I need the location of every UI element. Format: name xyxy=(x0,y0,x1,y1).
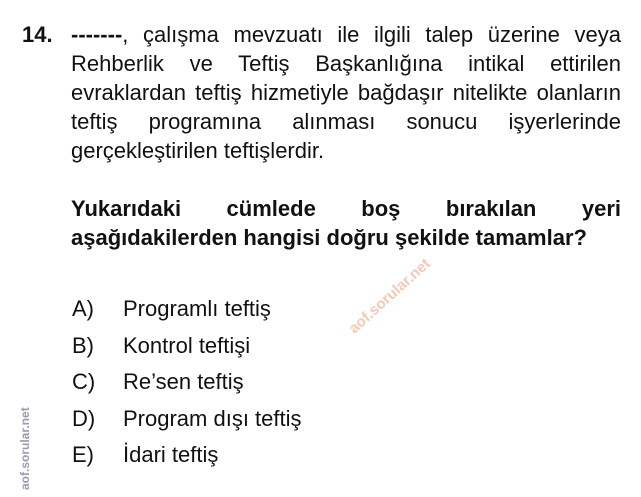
option-letter: C) xyxy=(72,369,96,394)
question-stem xyxy=(71,20,621,165)
option-letter: A) xyxy=(72,296,94,321)
option-letter: B) xyxy=(72,332,94,358)
option-text: Kontrol teftişi xyxy=(123,332,251,358)
option-d[interactable] xyxy=(72,406,302,443)
option-text: Program dışı teftiş xyxy=(123,405,302,431)
watermark-diagonal: aof.sorular.net xyxy=(345,255,434,337)
option-letter: E) xyxy=(72,442,94,467)
blank-placeholder: ------- xyxy=(71,22,123,47)
question-number: 14. xyxy=(22,22,53,47)
question-prompt: Yukarıdaki cümlede boş bırakılan yeri aşağıdakilerden hangisi doğru şekilde tamamlar? xyxy=(71,196,621,250)
option-b[interactable] xyxy=(72,333,302,370)
watermark-side: aof.sorular.net xyxy=(18,407,32,490)
answer-options xyxy=(72,296,302,479)
option-a[interactable] xyxy=(72,296,302,333)
question-stem-text: , çalışma mevzuatı ile ilgili talep üzerine veya Rehberlik ve Teftiş Başkanlığına intikal ettirilen evraklardan teftiş hizmetiyle bağdaşır nitelikte olanların teftiş programına alınması sonucu işyerlerinde gerçekleştirilen teftişlerdir. xyxy=(71,22,621,163)
option-c[interactable] xyxy=(72,369,302,406)
option-text: Re’sen teftiş xyxy=(123,369,244,394)
option-text: İdari teftiş xyxy=(123,442,219,467)
option-e[interactable] xyxy=(72,442,302,479)
option-letter: D) xyxy=(72,405,96,431)
option-text: Programlı teftiş xyxy=(123,296,271,321)
